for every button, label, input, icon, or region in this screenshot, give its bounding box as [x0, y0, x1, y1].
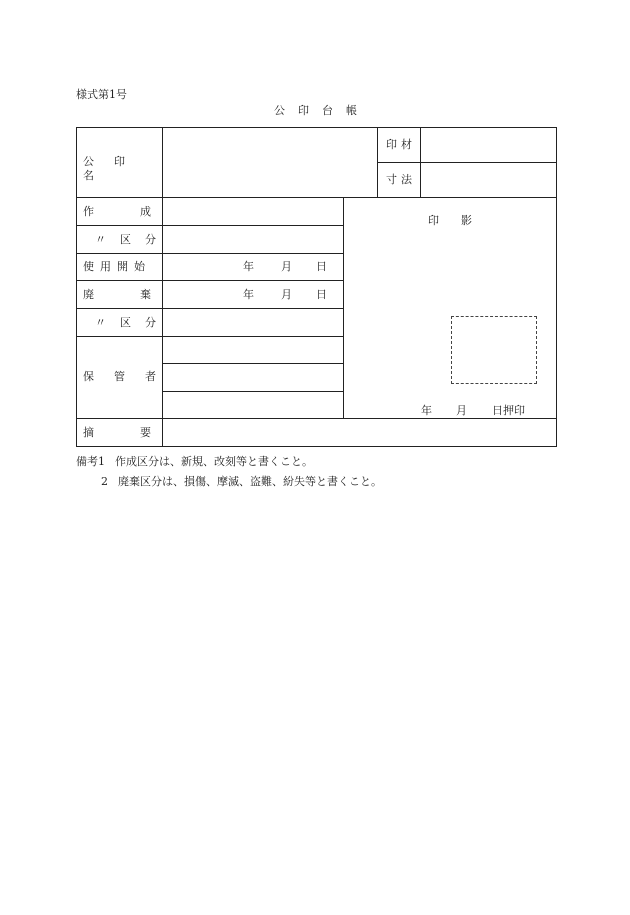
discarded-month-label: 月	[281, 288, 292, 301]
discarded-category-field[interactable]	[163, 309, 343, 336]
form-number: 様式第1号	[76, 88, 127, 101]
custodian-field-1[interactable]	[163, 337, 343, 363]
custodian-field-3[interactable]	[163, 392, 343, 418]
label-summary: 摘要	[83, 426, 197, 439]
summary-field[interactable]	[163, 419, 556, 446]
custodian-field-2[interactable]	[163, 364, 343, 391]
size-field[interactable]	[421, 163, 556, 197]
label-seal-name-text: 公印名	[83, 155, 145, 182]
label-created: 作成	[83, 205, 197, 218]
start-use-month-label: 月	[281, 260, 292, 273]
impression-year-label: 年	[421, 404, 432, 417]
seal-name-field[interactable]	[163, 128, 376, 197]
label-seal-name	[83, 155, 155, 183]
page-title: 公 印 台 帳	[274, 104, 358, 117]
table-border-bottom	[76, 446, 557, 447]
seal-impression-box[interactable]	[451, 316, 537, 384]
label-start-use: 使用開始	[83, 260, 151, 273]
impression-month-label: 月	[456, 404, 467, 417]
start-use-date-field[interactable]	[163, 254, 343, 280]
note-1-prefix: 備考1	[76, 455, 105, 468]
table-border-right	[556, 127, 557, 447]
label-size: 寸法	[386, 173, 416, 186]
label-custodian: 保管者	[83, 370, 176, 383]
discarded-date-field[interactable]	[163, 281, 343, 308]
impression-area-border	[343, 197, 344, 419]
label-material: 印材	[386, 138, 416, 151]
discarded-year-label: 年	[243, 288, 254, 301]
impression-label: 印 影	[428, 214, 472, 227]
note-line-2	[101, 472, 382, 492]
note-1-text: 作成区分は、新規、改刻等と書くこと。	[115, 455, 313, 468]
created-field[interactable]	[163, 198, 343, 225]
impression-day-stamp-label: 日押印	[492, 404, 525, 417]
discarded-day-label: 日	[316, 288, 327, 301]
note-2-prefix: 2	[101, 475, 108, 488]
table-border-left	[76, 127, 77, 447]
label-created-category: 〃区分	[95, 233, 170, 246]
start-use-year-label: 年	[243, 260, 254, 273]
label-discarded-category: 〃区分	[95, 316, 170, 329]
note-2-text: 廃棄区分は、損傷、摩滅、盗難、紛失等と書くこと。	[118, 475, 382, 488]
start-use-day-label: 日	[316, 260, 327, 273]
material-field[interactable]	[421, 128, 556, 162]
note-line-1	[76, 452, 313, 472]
label-discarded: 廃棄	[83, 288, 197, 301]
created-category-field[interactable]	[163, 226, 343, 253]
